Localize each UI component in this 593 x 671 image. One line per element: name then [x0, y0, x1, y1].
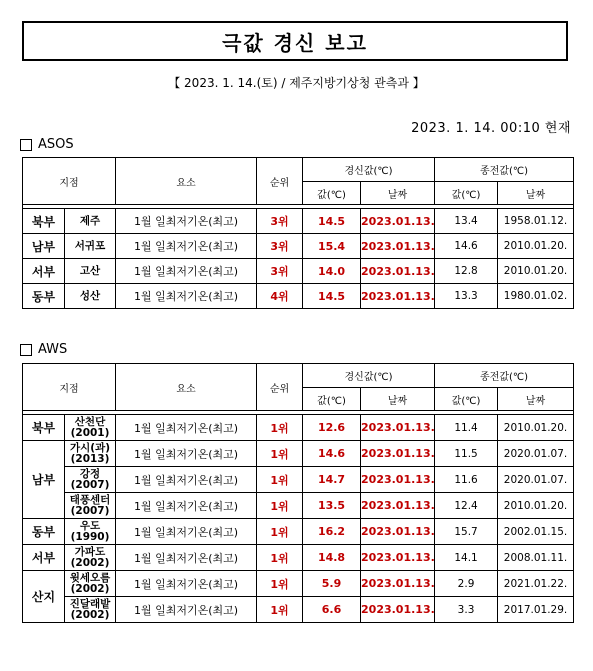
new-value-cell: 13.5 [303, 493, 361, 519]
table-row [23, 493, 574, 519]
table-row [23, 259, 574, 284]
new-date-cell: 2023.01.13. [361, 519, 435, 545]
table-row [23, 597, 574, 623]
rank-cell: 1위 [257, 597, 303, 623]
table-row [23, 441, 574, 467]
header-value: 값(℃) [303, 388, 361, 411]
station-cell: 진달래밭 (2002) [65, 597, 116, 623]
region-cell: 동부 [23, 284, 65, 309]
old-value-cell: 2.9 [435, 571, 498, 597]
table-row [23, 415, 574, 441]
table-row [23, 234, 574, 259]
new-date-cell: 2023.01.13. [361, 234, 435, 259]
region-cell: 산지 [23, 571, 65, 623]
rank-cell: 3위 [257, 209, 303, 234]
checkbox-icon [20, 344, 32, 356]
station-cell: 산천단 (2001) [65, 415, 116, 441]
element-cell: 1월 일최저기온(최고) [116, 259, 257, 284]
old-date-cell: 2010.01.20. [498, 415, 574, 441]
element-cell: 1월 일최저기온(최고) [116, 234, 257, 259]
header-rank: 순위 [257, 364, 303, 411]
new-date-cell: 2023.01.13. [361, 597, 435, 623]
header-date: 날짜 [498, 388, 574, 411]
old-date-cell: 2017.01.29. [498, 597, 574, 623]
table-row [23, 571, 574, 597]
new-date-cell: 2023.01.13. [361, 259, 435, 284]
old-date-cell: 2010.01.20. [498, 259, 574, 284]
new-date-cell: 2023.01.13. [361, 545, 435, 571]
aws-table [22, 363, 574, 623]
header-station: 지점 [23, 364, 116, 411]
rank-cell: 1위 [257, 415, 303, 441]
new-date-cell: 2023.01.13. [361, 441, 435, 467]
station-cell: 우도 (1990) [65, 519, 116, 545]
old-date-cell: 2002.01.15. [498, 519, 574, 545]
old-date-cell: 2008.01.11. [498, 545, 574, 571]
header-station: 지점 [23, 158, 116, 205]
old-value-cell: 12.8 [435, 259, 498, 284]
element-cell: 1월 일최저기온(최고) [116, 597, 257, 623]
old-value-cell: 11.6 [435, 467, 498, 493]
region-cell: 북부 [23, 415, 65, 441]
rank-cell: 1위 [257, 441, 303, 467]
table-row [23, 467, 574, 493]
header-date: 날짜 [361, 388, 435, 411]
header-value: 값(℃) [435, 388, 498, 411]
new-date-cell: 2023.01.13. [361, 209, 435, 234]
old-value-cell: 13.3 [435, 284, 498, 309]
header-new-value: 경신값(℃) [303, 364, 435, 388]
new-value-cell: 14.5 [303, 284, 361, 309]
element-cell: 1월 일최저기온(최고) [116, 467, 257, 493]
old-date-cell: 2010.01.20. [498, 234, 574, 259]
station-cell: 고산 [65, 259, 116, 284]
old-value-cell: 11.4 [435, 415, 498, 441]
new-value-cell: 14.0 [303, 259, 361, 284]
new-date-cell: 2023.01.13. [361, 415, 435, 441]
new-value-cell: 6.6 [303, 597, 361, 623]
old-value-cell: 15.7 [435, 519, 498, 545]
rank-cell: 1위 [257, 519, 303, 545]
rank-cell: 4위 [257, 284, 303, 309]
rank-cell: 3위 [257, 259, 303, 284]
report-title: 극값 경신 보고 [22, 21, 568, 61]
region-cell: 남부 [23, 234, 65, 259]
element-cell: 1월 일최저기온(최고) [116, 571, 257, 597]
region-cell: 서부 [23, 259, 65, 284]
old-date-cell: 1958.01.12. [498, 209, 574, 234]
header-prev-value: 종전값(℃) [435, 364, 574, 388]
asos-label: ASOS [38, 137, 74, 152]
new-value-cell: 15.4 [303, 234, 361, 259]
header-value: 값(℃) [303, 182, 361, 205]
rank-cell: 1위 [257, 467, 303, 493]
header-rank: 순위 [257, 158, 303, 205]
header-new-value: 경신값(℃) [303, 158, 435, 182]
station-cell: 태풍센터 (2007) [65, 493, 116, 519]
rank-cell: 1위 [257, 571, 303, 597]
station-cell: 제주 [65, 209, 116, 234]
region-cell: 북부 [23, 209, 65, 234]
report-subtitle: 【 2023. 1. 14.(토) / 제주지방기상청 관측과 】 [168, 76, 425, 90]
new-value-cell: 12.6 [303, 415, 361, 441]
element-cell: 1월 일최저기온(최고) [116, 493, 257, 519]
rank-cell: 1위 [257, 493, 303, 519]
element-cell: 1월 일최저기온(최고) [116, 284, 257, 309]
report-timestamp: 2023. 1. 14. 00:10 현재 [411, 121, 571, 136]
old-value-cell: 12.4 [435, 493, 498, 519]
table-row [23, 284, 574, 309]
new-date-cell: 2023.01.13. [361, 493, 435, 519]
old-value-cell: 13.4 [435, 209, 498, 234]
checkbox-icon [20, 139, 32, 151]
old-date-cell: 1980.01.02. [498, 284, 574, 309]
region-cell: 동부 [23, 519, 65, 545]
old-date-cell: 2020.01.07. [498, 467, 574, 493]
header-date: 날짜 [498, 182, 574, 205]
table-row [23, 519, 574, 545]
asos-table [22, 157, 574, 309]
station-cell: 강정 (2007) [65, 467, 116, 493]
rank-cell: 3위 [257, 234, 303, 259]
rank-cell: 1위 [257, 545, 303, 571]
old-value-cell: 14.1 [435, 545, 498, 571]
station-cell: 윗세오름 (2002) [65, 571, 116, 597]
old-value-cell: 11.5 [435, 441, 498, 467]
new-value-cell: 14.7 [303, 467, 361, 493]
new-date-cell: 2023.01.13. [361, 467, 435, 493]
header-value: 값(℃) [435, 182, 498, 205]
header-prev-value: 종전값(℃) [435, 158, 574, 182]
header-element: 요소 [116, 158, 257, 205]
new-value-cell: 16.2 [303, 519, 361, 545]
table-row [23, 209, 574, 234]
station-cell: 가파도 (2002) [65, 545, 116, 571]
old-date-cell: 2010.01.20. [498, 493, 574, 519]
old-value-cell: 14.6 [435, 234, 498, 259]
station-cell: 서귀포 [65, 234, 116, 259]
element-cell: 1월 일최저기온(최고) [116, 209, 257, 234]
new-value-cell: 14.8 [303, 545, 361, 571]
element-cell: 1월 일최저기온(최고) [116, 519, 257, 545]
region-cell: 남부 [23, 441, 65, 519]
element-cell: 1월 일최저기온(최고) [116, 545, 257, 571]
old-value-cell: 3.3 [435, 597, 498, 623]
element-cell: 1월 일최저기온(최고) [116, 441, 257, 467]
region-cell: 서부 [23, 545, 65, 571]
element-cell: 1월 일최저기온(최고) [116, 415, 257, 441]
old-date-cell: 2021.01.22. [498, 571, 574, 597]
header-element: 요소 [116, 364, 257, 411]
new-date-cell: 2023.01.13. [361, 284, 435, 309]
aws-section-label [20, 342, 67, 357]
header-date: 날짜 [361, 182, 435, 205]
new-value-cell: 5.9 [303, 571, 361, 597]
new-value-cell: 14.5 [303, 209, 361, 234]
asos-section-label [20, 137, 74, 152]
station-cell: 가시(과) (2013) [65, 441, 116, 467]
old-date-cell: 2020.01.07. [498, 441, 574, 467]
station-cell: 성산 [65, 284, 116, 309]
table-row [23, 545, 574, 571]
aws-label: AWS [38, 342, 68, 357]
new-value-cell: 14.6 [303, 441, 361, 467]
new-date-cell: 2023.01.13. [361, 571, 435, 597]
